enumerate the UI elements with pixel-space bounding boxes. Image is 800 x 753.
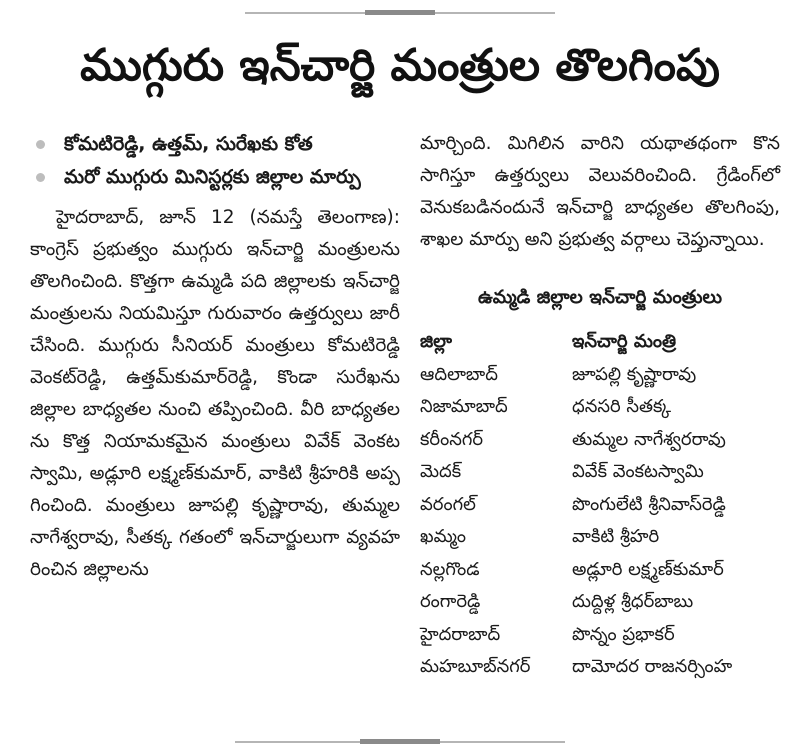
- table-row: [420, 521, 780, 554]
- top-divider-accent: [365, 10, 435, 15]
- district-cell: మెదక్‌: [420, 461, 462, 482]
- minister-cell: వాకిటి శ్రీహరి: [572, 526, 660, 547]
- bullet-text: కోమటిరెడ్డి, ఉత్తమ్‌, సురేఖకు కోత: [64, 133, 313, 155]
- summary-bullets: [30, 128, 400, 194]
- district-cell: ఖమ్మం: [420, 526, 466, 547]
- minister-cell: దామోదర రాజనర్సింహ: [572, 656, 733, 677]
- district-cell: ఆదిలాబాద్‌: [420, 363, 498, 385]
- bullet-text: మరో ముగ్గురు మినిస్టర్లకు జిల్లాల మార్పు: [64, 166, 361, 188]
- bullet-dot-icon: [36, 173, 45, 182]
- left-column: [30, 128, 400, 586]
- table-row: [420, 586, 780, 619]
- district-cell: రంగారెడ్డి: [420, 591, 481, 612]
- table-row: [420, 619, 780, 652]
- minister-cell: దుద్దిళ్ల శ్రీధర్‌బాబు: [572, 591, 694, 612]
- minister-cell: పొంగులేటి శ్రీనివాస్‌రెడ్డి: [572, 493, 726, 515]
- minister-cell: జూపల్లి కృష్ణారావు: [572, 363, 697, 385]
- table-row: [420, 554, 780, 587]
- district-cell: నల్లగొండ: [420, 558, 480, 580]
- table-row: [420, 391, 780, 424]
- bullet-item: [30, 128, 400, 161]
- district-cell: హైదరాబాద్‌: [420, 623, 501, 645]
- district-cell: వరంగల్‌: [420, 493, 476, 515]
- district-cell: కరీంనగర్‌: [420, 428, 483, 450]
- article-body-right: మార్చింది. మిగిలిన వారిని యథాతథంగా కొనసాగిస్తూ ఉత్తర్వులు వెలువరించింది. గ్రేడింగ్‌లో వెనుకబడినందునే ఇన్‌చార్జి బాధ్యతల తొలగింపు, శాఖల మార్పు అని ప్రభుత్వ వర్గాలు చెప్తున్నాయి.: [420, 133, 780, 250]
- district-cell: మహబూబ్‌నగర్‌: [420, 656, 531, 677]
- minister-cell: తుమ్మల నాగేశ్వరరావు: [572, 428, 726, 450]
- district-cell: నిజామాబాద్‌: [420, 396, 508, 417]
- table-header-row: [420, 326, 780, 359]
- minister-cell: ధనసరి సీతక్క: [572, 396, 672, 417]
- table-row: [420, 424, 780, 457]
- table-row: [420, 651, 780, 684]
- bullet-dot-icon: [36, 140, 45, 149]
- article-body-left: హైదరాబాద్‌, జూన్‌ 12 (నమస్తే తెలంగాణ): కాంగ్రెస్‌ ప్రభుత్వం ముగ్గురు ఇన్‌చార్జి మంత్రులను తొలగించింది. కొత్తగా ఉమ్మడి పది జిల్లాలకు ఇన్‌చార్జి మంత్రులను నియమిస్తూ గురువారం ఉత్తర్వులు జారీ చేసింది. ముగ్గురు సీనియర్‌ మంత్రులు కోమటిరెడ్డి వెంకట్‌రెడ్డి, ఉత్తమ్‌కుమార్‌రెడ్డి, కొండా సురేఖను జిల్లాల బాధ్యతల నుంచి తప్పించింది. వీరి బాధ్యతలను కొత్త నియామకమైన మంత్రులు వివేక్‌ వెంకటస్వామి, అడ్లూరి లక్ష్మణ్‌కుమార్‌, వాకిటి శ్రీహరికి అప్పగించింది. మంత్రులు జూపల్లి కృష్ణారావు, తుమ్మల నాగేశ్వరావు, సీతక్క గతంలో ఇన్‌చార్జులుగా వ్యవహరించిన జిల్లాలను: [30, 207, 400, 580]
- table-row: [420, 489, 780, 522]
- bullet-item: [30, 161, 400, 194]
- minister-cell: వివేక్‌ వెంకటస్వామి: [572, 461, 704, 482]
- table-row: [420, 456, 780, 489]
- right-column: [420, 128, 780, 684]
- minister-cell: పొన్నం ప్రభాకర్‌: [572, 623, 675, 645]
- table-title: ఉమ్మడి జిల్లాల ఇన్‌చార్జి మంత్రులు: [477, 287, 723, 308]
- district-ministers-table: [420, 326, 780, 684]
- table-row: [420, 359, 780, 392]
- minister-cell: అడ్లూరి లక్ష్మణ్‌కుమార్‌: [572, 558, 724, 580]
- column-header-minister: ఇన్‌చార్జి మంత్రి: [572, 331, 677, 352]
- bottom-divider-accent: [360, 739, 440, 744]
- column-header-district: జిల్లా: [420, 331, 453, 352]
- headline: ముగ్గురు ఇన్‌చార్జి మంత్రుల తొలగింపు: [80, 40, 720, 91]
